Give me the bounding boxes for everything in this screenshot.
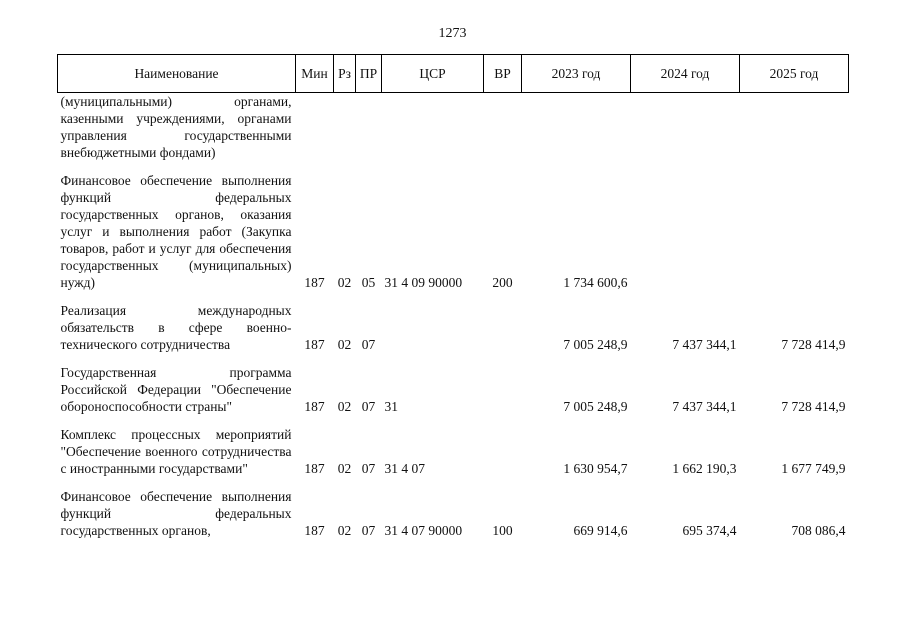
row-2025: 1 677 749,9 <box>781 461 846 476</box>
row-min: 187 <box>304 523 325 538</box>
row-pr: 07 <box>361 337 376 352</box>
row-vr: 200 <box>492 275 513 290</box>
row-vr <box>484 93 522 162</box>
row-vr <box>484 302 522 353</box>
row-min: 187 <box>304 399 325 414</box>
row-2025 <box>740 93 849 162</box>
row-2023: 7 005 248,9 <box>563 399 628 414</box>
row-2025: 7 728 414,9 <box>781 337 846 352</box>
row-name: Комплекс процессных мероприятий "Обеспечение военного сотрудничества с иностранными государствами" <box>60 427 292 476</box>
header-2025: 2025 год <box>740 55 849 93</box>
row-name: Реализация международных обязательств в сфере военно-технического сотрудничества <box>60 303 292 352</box>
row-2024: 695 374,4 <box>682 523 737 538</box>
row-rz: 02 <box>337 461 352 476</box>
row-pr: 07 <box>361 399 376 414</box>
row-2023: 669 914,6 <box>573 523 628 538</box>
table-row <box>58 364 849 415</box>
row-pr <box>356 93 382 162</box>
header-2024: 2024 год <box>631 55 740 93</box>
row-2025: 7 728 414,9 <box>781 399 846 414</box>
row-name: Финансовое обеспечение выполнения функций федеральных государственных органов, <box>60 489 292 538</box>
table-row <box>58 172 849 291</box>
row-csr <box>382 302 484 353</box>
row-csr: 31 4 07 90000 <box>384 523 463 538</box>
header-pr: ПР <box>356 55 382 93</box>
header-name: Наименование <box>58 55 296 93</box>
table-row <box>58 302 849 353</box>
row-pr: 07 <box>361 461 376 476</box>
row-rz: 02 <box>337 337 352 352</box>
row-vr <box>484 426 522 477</box>
row-csr: 31 4 07 <box>384 461 425 476</box>
row-rz: 02 <box>337 399 352 414</box>
row-2024: 7 437 344,1 <box>672 399 737 414</box>
table-row <box>58 488 849 539</box>
row-vr: 100 <box>492 523 513 538</box>
row-csr <box>382 93 484 162</box>
row-name: (муниципальными) органами, казенными учреждениями, органами управления государственными внебюджетными фондами) <box>60 94 292 160</box>
table-row <box>58 426 849 477</box>
row-min: 187 <box>304 337 325 352</box>
row-csr: 31 <box>384 399 398 414</box>
row-pr: 07 <box>361 523 376 538</box>
header-vr: ВР <box>484 55 522 93</box>
header-2023: 2023 год <box>522 55 631 93</box>
row-2023: 7 005 248,9 <box>563 337 628 352</box>
row-name: Государственная программа Российской Федерации "Обеспечение обороноспособности страны" <box>60 365 292 414</box>
header-csr: ЦСР <box>382 55 484 93</box>
row-2024: 1 662 190,3 <box>672 461 737 476</box>
table-row <box>58 93 849 162</box>
page-number: 1273 <box>438 26 467 41</box>
header-min: Мин <box>296 55 334 93</box>
row-2024 <box>631 172 740 291</box>
row-rz <box>334 93 356 162</box>
row-min: 187 <box>304 275 325 290</box>
table-header-row <box>58 55 849 93</box>
row-rz: 02 <box>337 523 352 538</box>
budget-table <box>57 54 849 539</box>
row-2024 <box>631 93 740 162</box>
row-pr: 05 <box>361 275 376 290</box>
row-min: 187 <box>304 461 325 476</box>
row-min <box>296 93 334 162</box>
row-rz: 02 <box>337 275 352 290</box>
row-name: Финансовое обеспечение выполнения функций федеральных государственных органов, оказания услуг и выполнения работ (Закупка товаров, работ и услуг для обеспечения государственных (муниципальных) нужд) <box>60 173 292 290</box>
row-2023: 1 630 954,7 <box>563 461 628 476</box>
row-2023: 1 734 600,6 <box>563 275 628 290</box>
row-2023 <box>522 93 631 162</box>
header-rz: Рз <box>334 55 356 93</box>
row-csr: 31 4 09 90000 <box>384 275 463 290</box>
row-2024: 7 437 344,1 <box>672 337 737 352</box>
row-2025 <box>740 172 849 291</box>
row-vr <box>484 364 522 415</box>
row-2025: 708 086,4 <box>791 523 846 538</box>
